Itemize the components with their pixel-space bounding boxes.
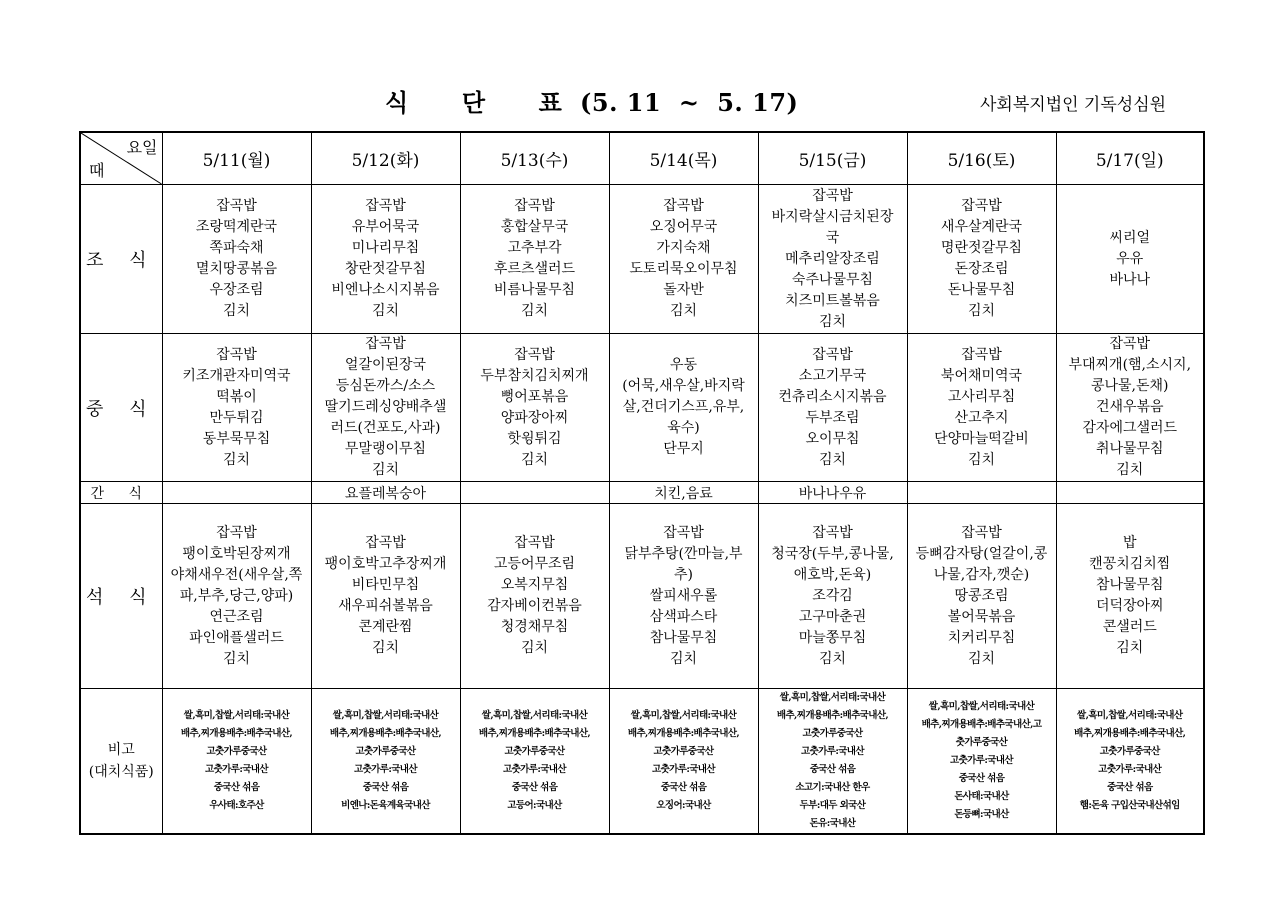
menu-line: 고춧가루:국내산 bbox=[652, 764, 715, 775]
menu-line: 고춧가루:국내산 bbox=[950, 755, 1013, 766]
menu-line: 김치 bbox=[669, 303, 698, 319]
menu-line: 중국산 섞음 bbox=[809, 764, 856, 775]
menu-line: 김치 bbox=[371, 303, 400, 319]
menu-line: 잡곡밥 bbox=[514, 346, 555, 363]
breakfast-row bbox=[80, 185, 1204, 334]
menu-line: 만두튀김 bbox=[209, 409, 264, 426]
menu-line: 잡곡밥 bbox=[365, 336, 406, 352]
menu-line: 두부참치김치찌개 bbox=[480, 367, 589, 384]
origin-note-cell bbox=[162, 689, 311, 835]
menu-line: 잡곡밥 bbox=[961, 346, 1002, 363]
menu-line: 잡곡밥 bbox=[216, 198, 257, 214]
meal-cell bbox=[162, 504, 311, 689]
menu-title: 식 단 표 (5. 11 ~ 5. 17) bbox=[385, 88, 799, 117]
menu-line: 파인애플샐러드 bbox=[189, 629, 284, 646]
menu-line: 소고기:국내산 한우 bbox=[795, 782, 870, 793]
menu-line: 비고 bbox=[107, 742, 135, 758]
menu-line: 추) bbox=[674, 566, 693, 583]
menu-line: 오징어:국내산 bbox=[656, 800, 711, 811]
menu-line: 쌀,흑미,찹쌀,서리태:국내산 bbox=[630, 710, 737, 721]
weekly-menu-table bbox=[79, 131, 1205, 835]
menu-line: 조각김 bbox=[812, 587, 853, 604]
menu-line: 고춧가루:국내산 bbox=[354, 764, 417, 775]
menu-line: 돈등뼈:국내산 bbox=[954, 809, 1009, 820]
meal-cell bbox=[1056, 334, 1204, 482]
menu-line: 콩나물,돈채) bbox=[1090, 378, 1169, 394]
meal-cell bbox=[460, 185, 609, 334]
menu-line: 잡곡밥 bbox=[365, 198, 406, 214]
menu-line: 청경채무침 bbox=[500, 619, 569, 635]
meal-cell bbox=[907, 185, 1056, 334]
menu-line: 잡곡밥 bbox=[365, 535, 406, 551]
menu-line: 산고추지 bbox=[954, 409, 1009, 426]
menu-line: 돌자반 bbox=[663, 282, 704, 298]
menu-line: 바나나 bbox=[1109, 271, 1151, 288]
menu-line: 김치 bbox=[222, 451, 251, 468]
menu-line: 쌀,흑미,찹쌀,서리태:국내산 bbox=[1077, 710, 1183, 721]
menu-line: 키조개관자미역국 bbox=[182, 367, 291, 384]
lunch-row bbox=[80, 334, 1204, 482]
menu-line: 씨리얼 bbox=[1109, 229, 1151, 246]
menu-line: 쌀,흑미,찹쌀,서리태:국내산 bbox=[183, 710, 290, 721]
menu-line: 연근조림 bbox=[209, 608, 264, 625]
menu-line: 얼갈이된장국 bbox=[344, 357, 427, 373]
menu-line: 쪽파숙채 bbox=[209, 240, 264, 256]
meal-cell bbox=[162, 334, 311, 482]
menu-line: 잡곡밥 bbox=[514, 535, 555, 551]
menu-line: 참나물무침 bbox=[1095, 577, 1164, 593]
menu-line: 캔꽁치김치찜 bbox=[1089, 556, 1171, 572]
menu-line: 창란젓갈무침 bbox=[344, 261, 427, 277]
meal-cell bbox=[758, 504, 907, 689]
row-label-snack: 간 식 bbox=[80, 482, 162, 504]
menu-line: 밥 bbox=[1122, 535, 1137, 551]
corner-day-label: 요일 bbox=[126, 138, 158, 157]
menu-line: 김치 bbox=[371, 640, 400, 656]
origin-note-cell bbox=[907, 689, 1056, 835]
menu-line: 새우살계란국 bbox=[940, 219, 1023, 235]
menu-line: 김치 bbox=[520, 303, 549, 319]
menu-line: 잡곡밥 bbox=[663, 198, 704, 214]
origin-note-cell bbox=[758, 689, 907, 835]
menu-line: 김치 bbox=[222, 650, 251, 667]
menu-line: 무말랭이무침 bbox=[344, 441, 427, 457]
menu-line: 우동 bbox=[669, 357, 698, 373]
menu-line: 메추리알장조림 bbox=[785, 250, 880, 267]
menu-line: 오복지무침 bbox=[500, 577, 569, 593]
menu-line: 비타민무침 bbox=[351, 577, 420, 593]
origin-note-cell bbox=[1056, 689, 1204, 835]
menu-line: 가지숙채 bbox=[656, 240, 711, 256]
menu-line: 김치 bbox=[1116, 462, 1144, 478]
menu-line: 배추,찌개용배추:배추국내산, bbox=[478, 728, 591, 739]
menu-line: 부대찌개(햄,소시지, bbox=[1068, 357, 1192, 373]
meal-cell bbox=[609, 504, 758, 689]
menu-line: 딸기드레싱양배추샐 bbox=[324, 399, 447, 415]
menu-line: 미나리무침 bbox=[351, 240, 420, 256]
menu-line: 잡곡밥 bbox=[812, 187, 853, 204]
menu-line: 고춧가루중국산 bbox=[504, 746, 565, 757]
day-header: 5/16(토) bbox=[907, 132, 1056, 185]
menu-line: 우유 bbox=[1116, 250, 1144, 267]
menu-line: 등심돈까스/소스 bbox=[335, 378, 436, 394]
menu-line: 고춧가루:국내산 bbox=[503, 764, 566, 775]
notes-row bbox=[80, 689, 1204, 835]
menu-line: 고구마춘권 bbox=[798, 608, 867, 625]
menu-line: 춧가루중국산 bbox=[955, 737, 1008, 748]
meal-cell bbox=[460, 334, 609, 482]
menu-line: 중국산 섞음 bbox=[511, 782, 558, 793]
snack-cell: 치킨,음료 bbox=[609, 482, 758, 504]
day-header: 5/15(금) bbox=[758, 132, 907, 185]
snack-cell bbox=[162, 482, 311, 504]
origin-note-cell bbox=[609, 689, 758, 835]
menu-line: 오이무침 bbox=[805, 430, 860, 447]
header-row bbox=[80, 132, 1204, 185]
menu-line: 김치 bbox=[520, 451, 549, 468]
menu-line: 동부묵무침 bbox=[202, 430, 271, 447]
row-label-breakfast: 조 식 bbox=[80, 185, 162, 334]
corner-meal-label: 때 bbox=[89, 161, 105, 180]
menu-line: 단양마늘떡갈비 bbox=[934, 430, 1029, 447]
row-label-notes bbox=[80, 689, 162, 835]
menu-line: 잡곡밥 bbox=[961, 198, 1002, 214]
menu-line: 후르츠샐러드 bbox=[493, 261, 576, 277]
meal-cell bbox=[907, 504, 1056, 689]
menu-line: 컨츄리소시지볶음 bbox=[778, 388, 887, 405]
menu-line: 잡곡밥 bbox=[663, 524, 704, 541]
menu-line: 두부조림 bbox=[805, 409, 860, 426]
menu-line: 콘샐러드 bbox=[1102, 619, 1157, 635]
menu-line: 콘계란찜 bbox=[358, 619, 413, 635]
menu-line: 잡곡밥 bbox=[216, 346, 257, 363]
menu-line: 김치 bbox=[371, 462, 400, 478]
menu-line: 잡곡밥 bbox=[514, 198, 555, 214]
snack-cell bbox=[907, 482, 1056, 504]
menu-line: 중국산 섞음 bbox=[362, 782, 409, 793]
menu-line: 나물,감자,깻순) bbox=[933, 566, 1030, 583]
menu-line: 숙주나물무침 bbox=[791, 271, 874, 288]
menu-line: 김치 bbox=[669, 650, 698, 667]
menu-line: 조랑떡계란국 bbox=[195, 219, 278, 235]
menu-line: 잡곡밥 bbox=[216, 524, 257, 541]
menu-line: 고사리무침 bbox=[947, 388, 1016, 405]
menu-line: 새우피쉬볼볶음 bbox=[338, 598, 433, 614]
menu-line: 치즈미트볼볶음 bbox=[785, 292, 880, 309]
menu-line: 도토리묵오이무침 bbox=[629, 261, 738, 277]
menu-line: 홍합살무국 bbox=[500, 219, 569, 235]
menu-line: 핫윙튀김 bbox=[507, 430, 562, 447]
day-header: 5/12(화) bbox=[311, 132, 460, 185]
menu-line: 배추,찌개용배추:배추국내산, bbox=[776, 710, 889, 721]
menu-line: 고춧가루중국산 bbox=[355, 746, 416, 757]
menu-line: 돈장조림 bbox=[954, 261, 1009, 277]
menu-line: 소고기무국 bbox=[798, 367, 867, 384]
menu-line: 명란젓갈무침 bbox=[940, 240, 1023, 256]
menu-line: 살,건더기스프,유부, bbox=[622, 399, 745, 415]
menu-line: 배추,찌개용배추:배추국내산, bbox=[329, 728, 442, 739]
menu-line: 팽이호박고추장찌개 bbox=[324, 556, 447, 572]
meal-cell bbox=[758, 185, 907, 334]
origin-note-cell bbox=[311, 689, 460, 835]
menu-line: (대치식품) bbox=[88, 764, 154, 780]
menu-line: 배추,찌개용배추:배추국내산,고 bbox=[921, 719, 1042, 730]
organization-name: 사회복지법인 기독성심원 bbox=[980, 95, 1167, 115]
meal-cell bbox=[609, 185, 758, 334]
meal-cell bbox=[311, 504, 460, 689]
menu-line: 고춧가루중국산 bbox=[802, 728, 863, 739]
menu-line: 배추,찌개용배추:배추국내산, bbox=[627, 728, 740, 739]
meal-cell bbox=[460, 504, 609, 689]
menu-line: 잡곡밥 bbox=[812, 346, 853, 363]
menu-line: 쌀,흑미,찹쌀,서리태:국내산 bbox=[481, 710, 588, 721]
row-label-lunch: 중 식 bbox=[80, 334, 162, 482]
menu-line: 팽이호박된장찌개 bbox=[182, 545, 291, 562]
menu-line: 돈사태:국내산 bbox=[954, 791, 1009, 802]
menu-line: 더덕장아찌 bbox=[1095, 598, 1164, 614]
menu-line: 고춧가루중국산 bbox=[653, 746, 714, 757]
menu-line: 국 bbox=[825, 229, 840, 246]
menu-line: 비엔나소시지볶음 bbox=[331, 282, 440, 298]
menu-line: 김치 bbox=[818, 650, 847, 667]
menu-line: 멸치땅콩볶음 bbox=[195, 261, 278, 277]
menu-line: 유부어묵국 bbox=[351, 219, 420, 235]
menu-line: 김치 bbox=[1116, 640, 1144, 656]
meal-cell bbox=[1056, 185, 1204, 334]
menu-line: 오징어무국 bbox=[649, 219, 718, 235]
menu-line: 고등어무조림 bbox=[493, 556, 576, 572]
menu-line: 우사태:호주산 bbox=[209, 800, 264, 811]
menu-line: (어묵,새우살,바지락 bbox=[622, 378, 745, 394]
menu-line: 청국장(두부,콩나물, bbox=[771, 545, 894, 562]
menu-line: 삼색파스타 bbox=[649, 608, 718, 625]
menu-line: 돈나물무침 bbox=[947, 282, 1016, 298]
meal-cell bbox=[1056, 504, 1204, 689]
menu-line: 땅콩조림 bbox=[954, 587, 1009, 604]
menu-line: 김치 bbox=[520, 640, 549, 656]
menu-line: 양파장아찌 bbox=[500, 409, 569, 426]
menu-line: 고춧가루:국내산 bbox=[801, 746, 864, 757]
menu-line: 야채새우전(새우살,쪽 bbox=[170, 566, 303, 583]
menu-line: 떡볶이 bbox=[216, 388, 257, 405]
day-header: 5/14(목) bbox=[609, 132, 758, 185]
menu-line: 잡곡밥 bbox=[1109, 336, 1151, 352]
menu-line: 잡곡밥 bbox=[812, 524, 853, 541]
menu-line: 고춧가루:국내산 bbox=[1098, 764, 1162, 775]
menu-line: 닭부추탕(깐마늘,부 bbox=[624, 545, 743, 562]
snack-cell: 요플레복숭아 bbox=[311, 482, 460, 504]
menu-line: 파,부추,당근,양파) bbox=[179, 587, 294, 604]
day-header: 5/11(월) bbox=[162, 132, 311, 185]
menu-line: 비름나물무침 bbox=[493, 282, 576, 298]
menu-line: 쌀,흑미,찹쌀,서리태:국내산 bbox=[332, 710, 439, 721]
menu-line: 잡곡밥 bbox=[961, 524, 1002, 541]
menu-line: 애호박,돈육) bbox=[793, 566, 872, 583]
menu-line: 등뼈감자탕(얼갈이,콩 bbox=[915, 545, 1048, 562]
snack-row bbox=[80, 482, 1204, 504]
corner-cell bbox=[80, 132, 162, 185]
menu-line: 김치 bbox=[818, 313, 847, 330]
menu-line: 비엔나:돈육계육국내산 bbox=[341, 800, 430, 811]
menu-line: 돈유:국내산 bbox=[809, 818, 856, 829]
menu-line: 볼어묵볶음 bbox=[947, 608, 1016, 625]
snack-cell bbox=[1056, 482, 1204, 504]
menu-line: 김치 bbox=[967, 451, 996, 468]
menu-line: 김치 bbox=[967, 650, 996, 667]
meal-cell bbox=[162, 185, 311, 334]
menu-line: 배추,찌개용배추:배추국내산, bbox=[1074, 728, 1186, 739]
meal-cell bbox=[311, 185, 460, 334]
day-header: 5/13(수) bbox=[460, 132, 609, 185]
menu-line: 김치 bbox=[818, 451, 847, 468]
meal-cell bbox=[311, 334, 460, 482]
menu-line: 건새우볶음 bbox=[1095, 399, 1164, 415]
menu-line: 쌀,흑미,찹쌀,서리태:국내산 bbox=[779, 692, 886, 703]
menu-line: 단무지 bbox=[663, 441, 704, 457]
menu-line: 취나물무침 bbox=[1095, 441, 1164, 457]
menu-line: 고춧가루중국산 bbox=[206, 746, 267, 757]
menu-line: 햄:돈육 구입산국내산섞임 bbox=[1079, 800, 1180, 811]
menu-line: 북어채미역국 bbox=[940, 367, 1023, 384]
menu-line: 쌀피새우롤 bbox=[649, 587, 718, 604]
menu-line: 중국산 섞음 bbox=[660, 782, 707, 793]
menu-line: 감자에그샐러드 bbox=[1082, 420, 1178, 436]
menu-line: 두부:대두 외국산 bbox=[799, 800, 866, 811]
menu-line: 고춧가루:국내산 bbox=[205, 764, 268, 775]
menu-line: 고춧가루중국산 bbox=[1099, 746, 1160, 757]
menu-line: 육수) bbox=[667, 420, 700, 436]
menu-line: 중국산 섞음 bbox=[958, 773, 1005, 784]
row-label-dinner: 석 식 bbox=[80, 504, 162, 689]
meal-cell bbox=[758, 334, 907, 482]
dinner-row bbox=[80, 504, 1204, 689]
menu-line: 김치 bbox=[967, 303, 996, 319]
day-header: 5/17(일) bbox=[1056, 132, 1204, 185]
menu-line: 쌀,흑미,찹쌀,서리태:국내산 bbox=[928, 701, 1035, 712]
menu-line: 배추,찌개용배추:배추국내산, bbox=[180, 728, 293, 739]
menu-line: 고추부각 bbox=[507, 240, 562, 256]
meal-cell bbox=[609, 334, 758, 482]
menu-line: 고등어:국내산 bbox=[507, 800, 562, 811]
menu-line: 중국산 섞음 bbox=[1106, 782, 1153, 793]
meal-cell bbox=[907, 334, 1056, 482]
snack-cell bbox=[460, 482, 609, 504]
menu-line: 중국산 섞음 bbox=[213, 782, 260, 793]
menu-line: 뻥어포볶음 bbox=[500, 388, 569, 405]
menu-line: 바지락살시금치된장 bbox=[771, 208, 894, 225]
menu-line: 우장조림 bbox=[209, 282, 264, 298]
menu-line: 치커리무침 bbox=[947, 629, 1016, 646]
origin-note-cell bbox=[460, 689, 609, 835]
snack-cell: 바나나우유 bbox=[758, 482, 907, 504]
menu-line: 감자베이컨볶음 bbox=[487, 598, 582, 614]
menu-line: 마늘쫑무침 bbox=[798, 629, 867, 646]
menu-line: 러드(건포도,사과) bbox=[330, 420, 441, 436]
menu-line: 김치 bbox=[222, 303, 251, 319]
menu-line: 참나물무침 bbox=[649, 629, 718, 646]
